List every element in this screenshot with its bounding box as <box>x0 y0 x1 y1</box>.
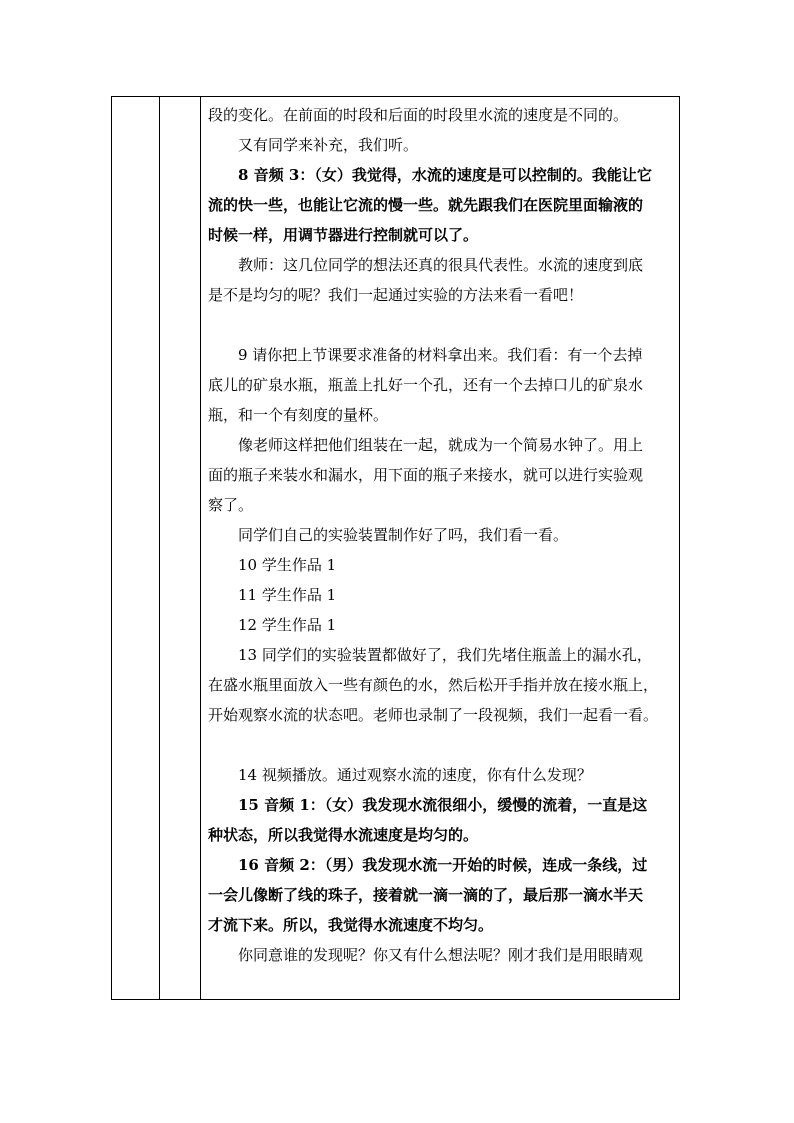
text-line: 开始观察水流的状态吧。老师也录制了一段视频，我们一起看一看。 <box>208 706 659 724</box>
text-line: 像老师这样把他们组装在一起，就成为一个简易水钟了。用上 <box>238 436 644 454</box>
text-line: 瓶，和一个有刻度的量杯。 <box>208 406 389 424</box>
text-line: 在盛水瓶里面放入一些有颜色的水，然后松开手指并放在接水瓶上， <box>208 676 659 694</box>
text-line: 13 同学们的实验装置都做好了，我们先堵住瓶盖上的漏水孔， <box>238 646 652 664</box>
text-line: 14 视频播放。通过观察水流的速度，你有什么发现？ <box>238 766 592 784</box>
text-line: 你同意谁的发现呢？你又有什么想法呢？刚才我们是用眼睛观 <box>238 946 644 964</box>
text-line: 一会儿像断了线的珠子，接着就一滴一滴的了，最后那一滴水半天 <box>208 886 644 904</box>
text-line: 面的瓶子来装水和漏水，用下面的瓶子来接水，就可以进行实验观 <box>208 466 644 484</box>
blank-line <box>208 730 678 760</box>
text-line: 15 音频 1：（女）我发现水流很细小，缓慢的流着，一直是这 <box>238 796 648 814</box>
text-line: 9 请你把上节课要求准备的材料拿出来。我们看：有一个去掉 <box>238 346 643 364</box>
text-line: 16 音频 2：（男）我发现水流一开始的时候，连成一条线，过 <box>238 856 648 874</box>
text-line: 才流下来。所以，我觉得水流速度不均匀。 <box>208 916 494 934</box>
text-line: 时候一样，用调节器进行控制就可以了。 <box>208 226 479 244</box>
lesson-content-cell <box>208 100 678 970</box>
blank-line <box>208 310 678 340</box>
text-line: 教师：这几位同学的想法还真的很具代表性。水流的速度到底 <box>238 256 644 274</box>
text-line: 又有同学来补充，我们听。 <box>238 136 419 154</box>
text-line: 流的快一些，也能让它流的慢一些。就先跟我们在医院里面输液的 <box>208 196 644 214</box>
text-line: 10 学生作品 1 <box>238 556 337 574</box>
column-divider <box>200 97 201 999</box>
text-line: 种状态，所以我觉得水流速度是均匀的。 <box>208 826 479 844</box>
text-line: 同学们自己的实验装置制作好了吗，我们看一看。 <box>238 526 569 544</box>
text-line: 察了。 <box>208 496 254 514</box>
text-line: 11 学生作品 1 <box>238 586 337 604</box>
lesson-table <box>111 96 680 1000</box>
text-line: 是不是均匀的呢？我们一起通过实验的方法来看一看吧！ <box>208 286 584 304</box>
text-line: 12 学生作品 1 <box>238 616 337 634</box>
text-line: 8 音频 3：（女）我觉得，水流的速度是可以控制的。我能让它 <box>238 166 652 184</box>
text-line: 底儿的矿泉水瓶，瓶盖上扎好一个孔，还有一个去掉口儿的矿泉水 <box>208 376 644 394</box>
text-line: 段的变化。在前面的时段和后面的时段里水流的速度是不同的。 <box>208 106 629 124</box>
column-divider <box>159 97 160 999</box>
